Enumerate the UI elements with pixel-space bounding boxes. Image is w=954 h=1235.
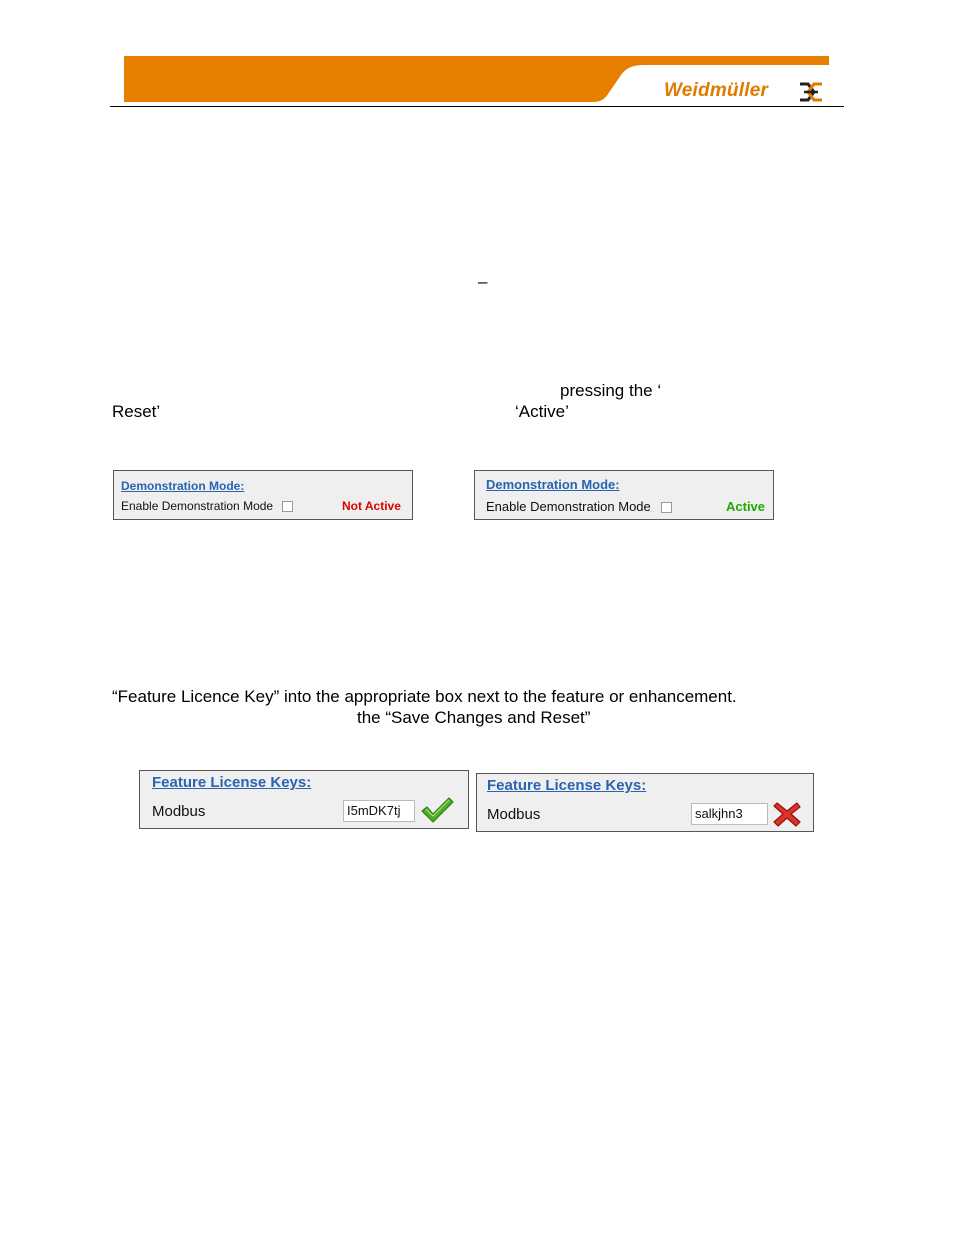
license-key-input[interactable]: I5mDK7tj xyxy=(343,800,415,822)
feature-key-text: “Feature Licence Key” into the appropriate box next to the feature or enhancement. xyxy=(112,687,737,706)
enable-demo-checkbox[interactable] xyxy=(282,501,293,512)
demo-status: Not Active xyxy=(342,499,401,513)
header-divider xyxy=(110,106,844,107)
save-changes-text: the “Save Changes and Reset” xyxy=(357,708,591,727)
red-x-icon xyxy=(773,801,801,827)
reset-text: Reset’ xyxy=(112,402,161,421)
license-panel-title: Feature License Keys: xyxy=(152,774,312,791)
pressing-text: pressing the ‘ xyxy=(560,381,662,400)
license-feature-label: Modbus xyxy=(152,803,206,820)
demo-panel-label: Enable Demonstration Mode xyxy=(121,499,274,513)
license-panel-title: Feature License Keys: xyxy=(487,777,647,794)
license-panel-invalid xyxy=(476,773,814,832)
dash-text: – xyxy=(478,272,488,291)
active-text: ‘Active’ xyxy=(515,402,569,421)
demo-panel-label: Enable Demonstration Mode xyxy=(486,499,651,514)
green-checkmark-icon xyxy=(420,796,454,824)
demo-status: Active xyxy=(726,499,766,514)
demo-panel-active xyxy=(474,470,774,520)
license-key-input[interactable]: salkjhn3 xyxy=(691,803,768,825)
enable-demo-checkbox[interactable] xyxy=(661,502,672,513)
license-feature-label: Modbus xyxy=(487,806,541,823)
demo-panel-not-active xyxy=(113,470,413,520)
demo-panel-title: Demonstration Mode: xyxy=(121,479,245,493)
demo-panel-title: Demonstration Mode: xyxy=(486,477,620,492)
license-panel-valid xyxy=(139,770,469,829)
weidmuller-logo-icon xyxy=(798,81,824,103)
brand-name: Weidmüller xyxy=(664,80,769,101)
